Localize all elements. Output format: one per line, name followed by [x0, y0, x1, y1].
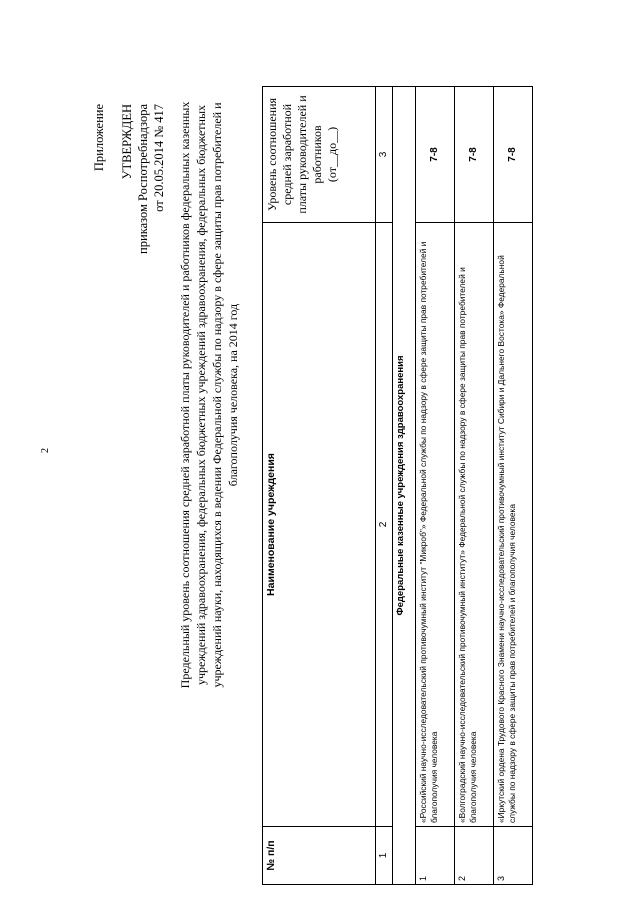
row-value: 7-8 [416, 87, 455, 223]
order-label: приказом Роспотребнадзора [136, 104, 150, 254]
page-number: 2 [40, 448, 51, 453]
title-line: учреждений науки, находящихся в ведении Федеральной службы по надзору в сфере защиты прав потребителей и [209, 102, 224, 688]
table-row [416, 87, 455, 885]
title-line: Предельный уровень соотношения средней заработной платы руководителей и работников федеральных казенных [178, 101, 192, 689]
column-number-row [376, 87, 393, 885]
table-row [455, 87, 494, 885]
column-number: 3 [376, 87, 393, 223]
row-value: 7-8 [494, 87, 533, 223]
column-number: 2 [376, 223, 393, 827]
header-ratio-line: (от__до__) [325, 126, 339, 183]
row-number: 3 [494, 827, 533, 885]
column-number: 1 [376, 827, 393, 885]
row-name: «Иркутский ордена Трудового Красного Знамени научно-исследовательский противочумный институт Сибири и Дальнего Востока» Федеральной службы по надзору в сфере защиты прав потребителей и благополучия человека [494, 223, 533, 827]
title-line: учреждений здравоохранения, федеральных бюджетных учреждений здравоохранения, федеральных бюджетных [193, 104, 208, 686]
header-ratio-line: Уровень соотношения [265, 97, 279, 212]
row-number: 1 [416, 827, 455, 885]
header-ratio-line: работников [310, 125, 324, 184]
row-number: 2 [455, 827, 494, 885]
appendix-label: Приложение [92, 104, 106, 172]
header-name: Наименование учреждения [263, 223, 376, 827]
row-name: «Российский научно-исследовательский противочумный институт "Микроб"» Федеральной службы по надзору в сфере защиты прав потребителей и благополучия человека [416, 223, 455, 827]
table-row [494, 87, 533, 885]
table-header-row [263, 87, 376, 885]
section-title: Федеральные казенные учреждения здравоохранения [393, 87, 416, 885]
row-name: «Волгоградский научно-исследовательский противочумный институт» Федеральной службы по надзору в сфере защиты прав потребителей и благополучия человека [455, 223, 494, 827]
document-title [178, 95, 242, 695]
institutions-table [262, 86, 533, 885]
approved-label: УТВЕРЖДЕН [120, 104, 134, 180]
header-ratio-line: средней заработной [280, 103, 294, 206]
row-value: 7-8 [455, 87, 494, 223]
title-line: благополучия человека, на 2014 год [225, 303, 240, 487]
header-ratio [263, 87, 376, 223]
order-date: от 20.05.2014 № 417 [152, 104, 166, 212]
header-number: № п/п [263, 827, 376, 885]
section-row [393, 87, 416, 885]
header-ratio-line: платы руководителей и [295, 95, 309, 214]
